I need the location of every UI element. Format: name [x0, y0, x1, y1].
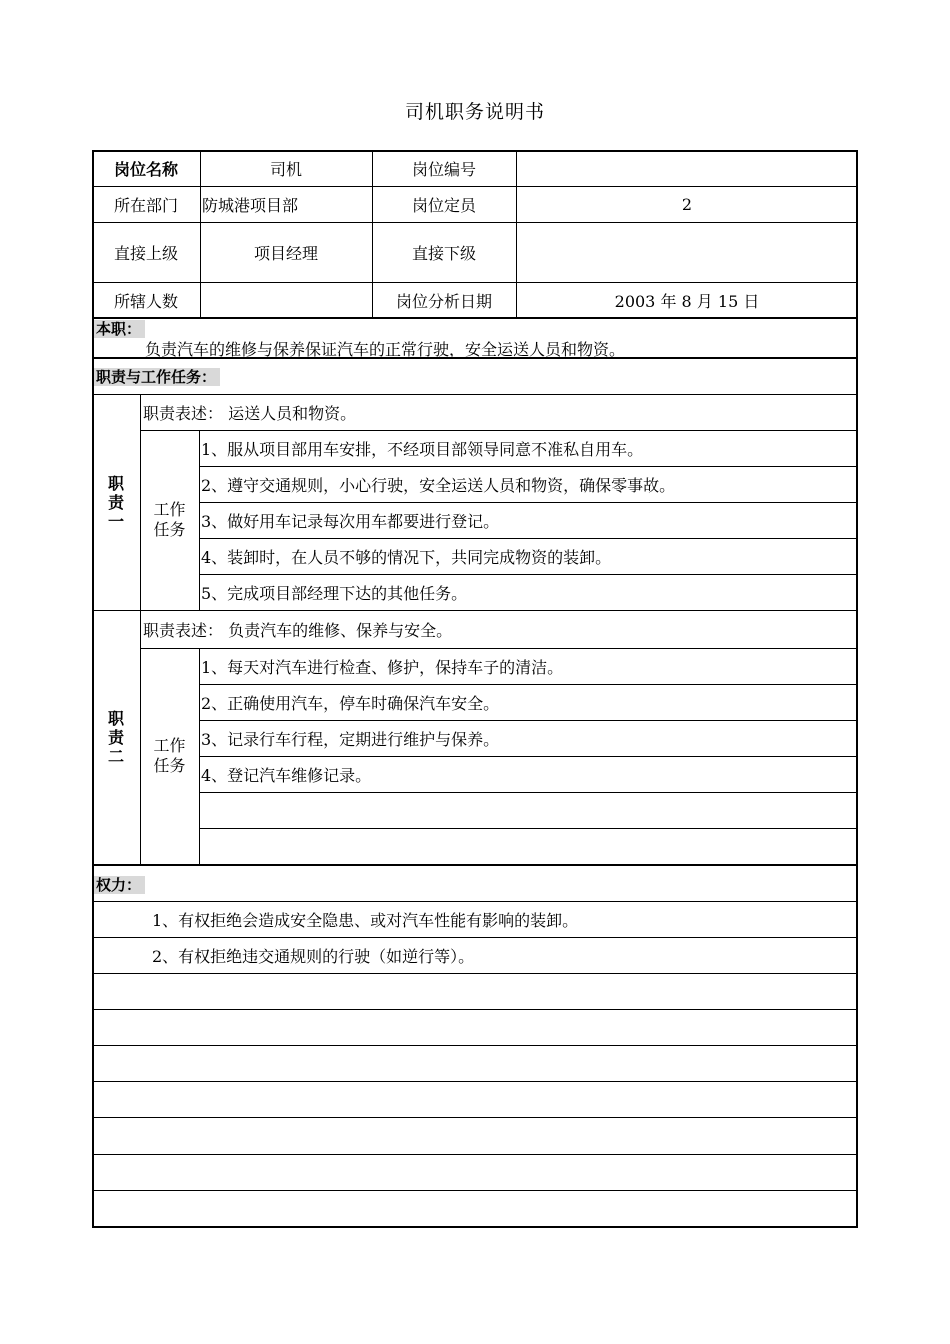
duty-two-task: 3、记录行车行程，定期进行维护与保养。: [201, 729, 500, 749]
value-analysis-date: 2003 年 8 月 15 日: [614, 291, 760, 311]
duty-two-task-label: 工作 任务: [153, 736, 186, 775]
document-title: 司机职务说明书: [404, 101, 545, 123]
authority-item: 2、有权拒绝违交通规则的行驶（如逆行等）。: [152, 946, 475, 966]
label-direct-subordinate: 直接下级: [411, 243, 476, 263]
label-analysis-date: 岗位分析日期: [395, 291, 492, 311]
value-headcount: 2: [681, 194, 693, 214]
duties-label: 职责与工作任务：: [94, 368, 220, 386]
benzhi-label: 本职：: [94, 320, 145, 338]
duty-one-label: 职 责 一: [107, 473, 124, 531]
duty-two-task: 2、正确使用汽车，停车时确保汽车安全。: [201, 693, 500, 713]
authority-item: 1、有权拒绝会造成安全隐患、或对汽车性能有影响的装卸。: [152, 910, 579, 930]
duty-one-task: 5、完成项目部经理下达的其他任务。: [201, 583, 468, 603]
duty-one-task: 4、装卸时，在人员不够的情况下，共同完成物资的装卸。: [201, 547, 612, 567]
duty-one-task: 3、做好用车记录每次用车都要进行登记。: [201, 511, 500, 531]
label-headcount: 岗位定员: [411, 195, 476, 215]
duty-two-task: 1、每天对汽车进行检查、修护，保持车子的清洁。: [201, 657, 564, 677]
label-position-name: 岗位名称: [113, 159, 178, 179]
duty-one-description: 职责表述： 运送人员和物资。: [143, 403, 357, 423]
label-position-code: 岗位编号: [411, 159, 476, 179]
duty-two-description: 职责表述： 负责汽车的维修、保养与安全。: [143, 620, 453, 640]
duty-one-task: 2、遵守交通规则，小心行驶，安全运送人员和物资，确保零事故。: [201, 475, 676, 495]
value-department: 防城港项目部: [202, 195, 299, 215]
benzhi-text: 负责汽车的维修与保养保证汽车的正常行驶，安全运送人员和物资。: [145, 339, 626, 359]
label-staff-count: 所辖人数: [113, 291, 178, 311]
value-direct-subordinate: [516, 222, 858, 282]
duty-two-label: 职 责 二: [107, 708, 124, 766]
value-position-name: 司机: [269, 159, 302, 179]
label-department: 所在部门: [113, 195, 178, 215]
value-staff-count: [200, 282, 372, 318]
authority-label: 权力：: [94, 876, 145, 894]
duty-two-task: 4、登记汽车维修记录。: [201, 765, 372, 785]
duty-one-task-label: 工作 任务: [153, 500, 186, 539]
label-direct-superior: 直接上级: [113, 243, 178, 263]
value-position-code: [516, 150, 858, 186]
duty-one-task: 1、服从项目部用车安排，不经项目部领导同意不准私自用车。: [201, 439, 644, 459]
value-direct-superior: 项目经理: [253, 243, 318, 263]
